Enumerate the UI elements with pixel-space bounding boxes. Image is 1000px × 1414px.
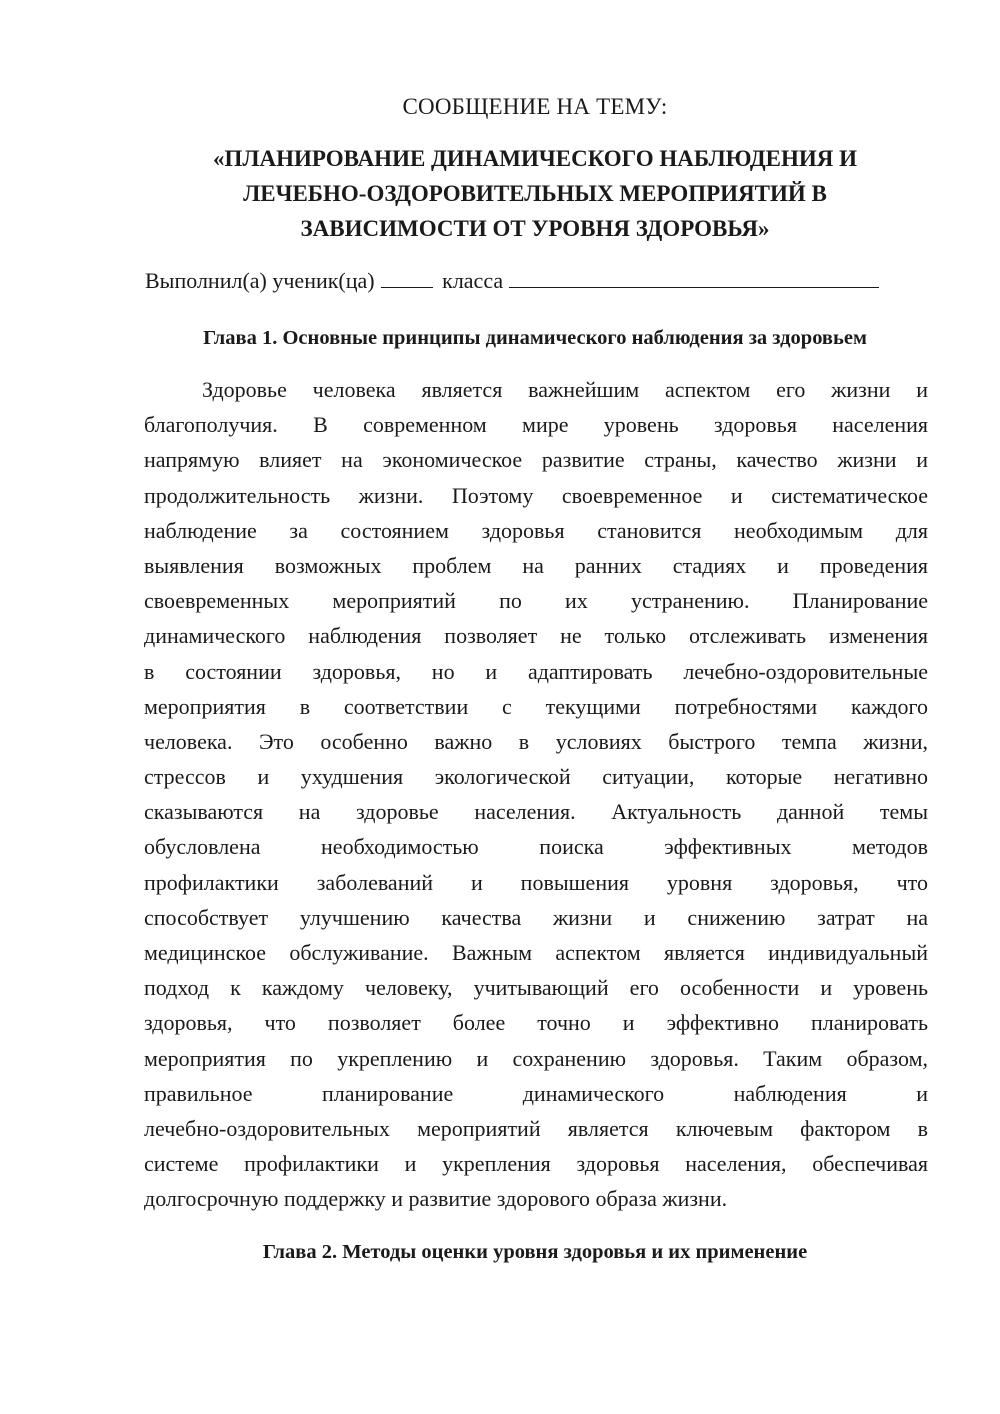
author-line xyxy=(145,268,879,294)
paragraph-line: профилактики заболеваний и повышения уровня здоровья, что xyxy=(144,869,928,895)
paragraph-line: лечебно-оздоровительных мероприятий является ключевым фактором в xyxy=(144,1115,928,1141)
paragraph-line: долгосрочную поддержку и развитие здорового образа жизни. xyxy=(144,1186,728,1212)
paragraph-line: стрессов и ухудшения экологической ситуации, которые негативно xyxy=(144,764,928,790)
title-line: ЛЕЧЕБНО-ОЗДОРОВИТЕЛЬНЫХ МЕРОПРИЯТИЙ В xyxy=(243,181,827,206)
chapter-1-paragraph xyxy=(144,372,928,1217)
paragraph-line: подход к каждому человеку, учитывающий его особенности и уровень xyxy=(144,975,928,1001)
document-title xyxy=(120,141,950,246)
paragraph-line: наблюдение за состоянием здоровья становится необходимым для xyxy=(144,517,928,543)
title-line: ЗАВИСИМОСТИ ОТ УРОВНЯ ЗДОРОВЬЯ» xyxy=(300,216,770,241)
paragraph-line: правильное планирование динамического наблюдения и xyxy=(144,1080,928,1106)
paragraph-line: благополучия. В современном мире уровень здоровья населения xyxy=(144,412,928,438)
paragraph-line: медицинское обслуживание. Важным аспектом является индивидуальный xyxy=(144,940,928,965)
paragraph-line: напрямую влияет на экономическое развитие страны, качество жизни и xyxy=(144,447,928,473)
paragraph-line: человека. Это особенно важно в условиях быстрого темпа жизни, xyxy=(144,728,928,754)
paragraph-line: мероприятия в соответствии с текущими потребностями каждого xyxy=(144,693,928,719)
title-line: «ПЛАНИРОВАНИЕ ДИНАМИЧЕСКОГО НАБЛЮДЕНИЯ И xyxy=(212,146,858,171)
paragraph-line: обусловлена необходимостью поиска эффективных методов xyxy=(144,834,928,860)
paragraph-line: выявления возможных проблем на ранних стадиях и проведения xyxy=(144,552,928,578)
paragraph-line: продолжительность жизни. Поэтому своевременное и систематическое xyxy=(144,482,928,508)
chapter-2-heading: Глава 2. Методы оценки уровня здоровья и их применение xyxy=(262,1241,808,1263)
paragraph-line: системе профилактики и укрепления здоровья населения, обеспечивая xyxy=(144,1151,928,1177)
paragraph-line: Здоровье человека является важнейшим аспектом его жизни и xyxy=(202,377,928,402)
paragraph-line: в состоянии здоровья, но и адаптировать лечебно-оздоровительные xyxy=(144,658,928,684)
paragraph-line: динамического наблюдения позволяет не только отслеживать изменения xyxy=(144,623,928,649)
class-name-blank xyxy=(509,269,879,288)
grade-blank xyxy=(381,269,433,288)
paragraph-line: сказываются на здоровье населения. Актуальность данной темы xyxy=(144,799,928,825)
author-label: Выполнил(а) ученик(ца) xyxy=(145,268,375,293)
paragraph-line: своевременных мероприятий по их устранению. Планирование xyxy=(144,588,928,614)
paragraph-line: мероприятия по укреплению и сохранению здоровья. Таким образом, xyxy=(144,1045,928,1071)
class-label: класса xyxy=(442,268,504,293)
document-kicker: СООБЩЕНИЕ НА ТЕМУ: xyxy=(402,94,668,119)
chapter-1-heading: Глава 1. Основные принципы динамического наблюдения за здоровьем xyxy=(203,327,867,349)
paragraph-line: здоровья, что позволяет более точно и эффективно планировать xyxy=(144,1010,928,1036)
paragraph-line: способствует улучшению качества жизни и снижению затрат на xyxy=(144,904,928,930)
